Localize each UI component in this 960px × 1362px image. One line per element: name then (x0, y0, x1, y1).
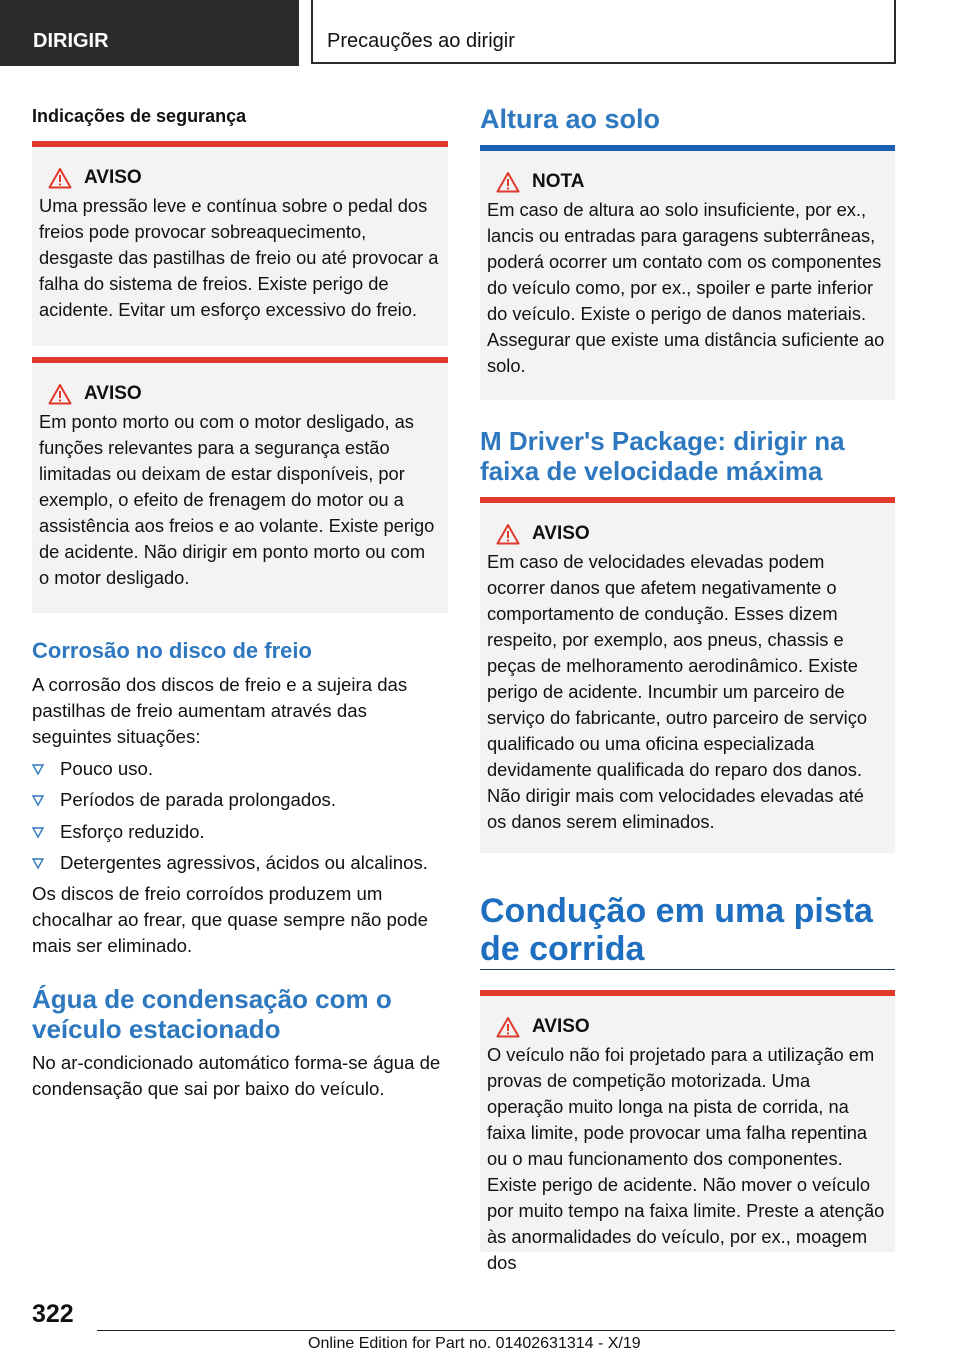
page-number: 322 (32, 1300, 74, 1328)
condensation-heading: Água de condensação com o veículo estacionado (32, 984, 392, 1044)
warning-text: Em ponto morto ou com o motor desligado, as funções relevantes para a segurança estão limitadas ou deixam de estar disponíveis, por exemplo, o efeito de frenagem do motor ou a assistência aos freios e ao volante. Existe perigo de acidente. Não dirigir em ponto morto ou com o motor desligado. (39, 411, 435, 588)
heading-rule (480, 969, 895, 970)
corrosion-intro: A corrosão dos discos de freio e a sujeira das pastilhas de freio aumentam através das seguintes situações: (32, 674, 408, 747)
warning-title-row (487, 523, 887, 545)
warning-text: Uma pressão leve e contínua sobre o pedal dos freios pode provocar sobreaquecimento, desgaste das pastilhas de freio ou até provocar a falha do sistema de freios. Existe perigo de acidente. Evitar um esforço excessivo do freio. (39, 195, 439, 320)
warning-box-race-track (480, 990, 895, 1273)
warning-triangle-icon (48, 383, 72, 405)
note-box-ground-clearance (480, 145, 895, 400)
corrosion-heading: Corrosão no disco de freio (32, 638, 312, 663)
ground-clearance-heading: Altura ao solo (480, 104, 661, 134)
warning-title: AVISO (84, 167, 142, 188)
caution-triangle-icon (496, 171, 520, 193)
triangle-bullet-icon (32, 858, 44, 869)
footer-rule (97, 1330, 895, 1331)
warning-bar (32, 141, 448, 147)
page-header (0, 0, 960, 66)
warning-title: AVISO (84, 383, 142, 404)
warning-box-high-speed (480, 497, 895, 853)
warning-title: AVISO (532, 1016, 590, 1037)
safety-heading: Indicações de segurança (32, 106, 247, 126)
warning-box-brake-pressure (32, 141, 448, 346)
warning-box-neutral (32, 357, 448, 613)
note-title-row (487, 171, 887, 193)
list-item: Períodos de parada prolongados. (32, 787, 444, 813)
list-item: Esforço reduzido. (32, 819, 444, 845)
warning-triangle-icon (48, 167, 72, 189)
warning-bar (480, 990, 895, 996)
warning-bar (32, 357, 448, 363)
warning-triangle-icon (496, 1016, 520, 1038)
warning-title-row (39, 383, 440, 405)
warning-bar (480, 497, 895, 503)
chapter-title: Precauções ao dirigir (311, 0, 896, 64)
race-track-heading: Condução em uma pista de corrida (480, 892, 873, 968)
note-title: NOTA (532, 171, 585, 192)
warning-triangle-icon (496, 523, 520, 545)
warning-title: AVISO (532, 523, 590, 544)
note-text: Em caso de altura ao solo insuficiente, por ex., lancis ou entradas para garagens subterrâneas, poderá ocorrer um contato com os componentes do veículo como, por ex., spoiler e parte inferior do veículo. Existe o perigo de danos materiais. Assegurar que existe uma distância suficiente ao solo. (487, 199, 885, 376)
condensation-text: No ar-condicionado automático forma-se água de condensação que sai por baixo do veículo. (32, 1052, 441, 1099)
note-bar (480, 145, 895, 151)
warning-text: Em caso de velocidades elevadas podem ocorrer danos que afetem negativamente o comportamento de condução. Esses dizem respeito, por exemplo, aos pneus, chassis e peças de melhoramento aerodinâmico. Existe perigo de acidente. Incumbir um parceiro de serviço do fabricante, outro parceiro de serviço qualificado ou uma oficina especializada devidamente qualificada do reparo dos danos. Não dirigir mais com velocidades elevadas até os danos serem eliminados. (487, 551, 868, 832)
mdriver-heading: M Driver's Package: dirigir na faixa de velocidade máxima (480, 426, 845, 486)
warning-title-row (487, 1016, 887, 1038)
triangle-bullet-icon (32, 764, 44, 775)
edition-note: Online Edition for Part no. 01402631314 - X/19 (308, 1335, 641, 1352)
warning-text: O veículo não foi projetado para a utilização em provas de competição motorizada. Uma operação muito longa na pista de corrida, na faixa limite, pode provocar uma falha repentina ou o mau funcionamento dos componentes. Existe perigo de acidente. Não mover o veículo por muito tempo na faixa limite. Preste a atenção às anormalidades do veículo, por ex., moagem dos (487, 1044, 885, 1273)
corrosion-outro: Os discos de freio corroídos produzem um chocalhar ao frear, que quase sempre não pode mais ser eliminado. (32, 883, 428, 957)
triangle-bullet-icon (32, 795, 44, 806)
section-tab: DIRIGIR (0, 0, 299, 66)
list-item: Pouco uso. (32, 756, 444, 782)
triangle-bullet-icon (32, 827, 44, 838)
list-item: Detergentes agressivos, ácidos ou alcalinos. (32, 850, 444, 876)
warning-title-row (39, 167, 440, 189)
corrosion-list (32, 756, 444, 876)
corrosion-section (32, 672, 444, 959)
